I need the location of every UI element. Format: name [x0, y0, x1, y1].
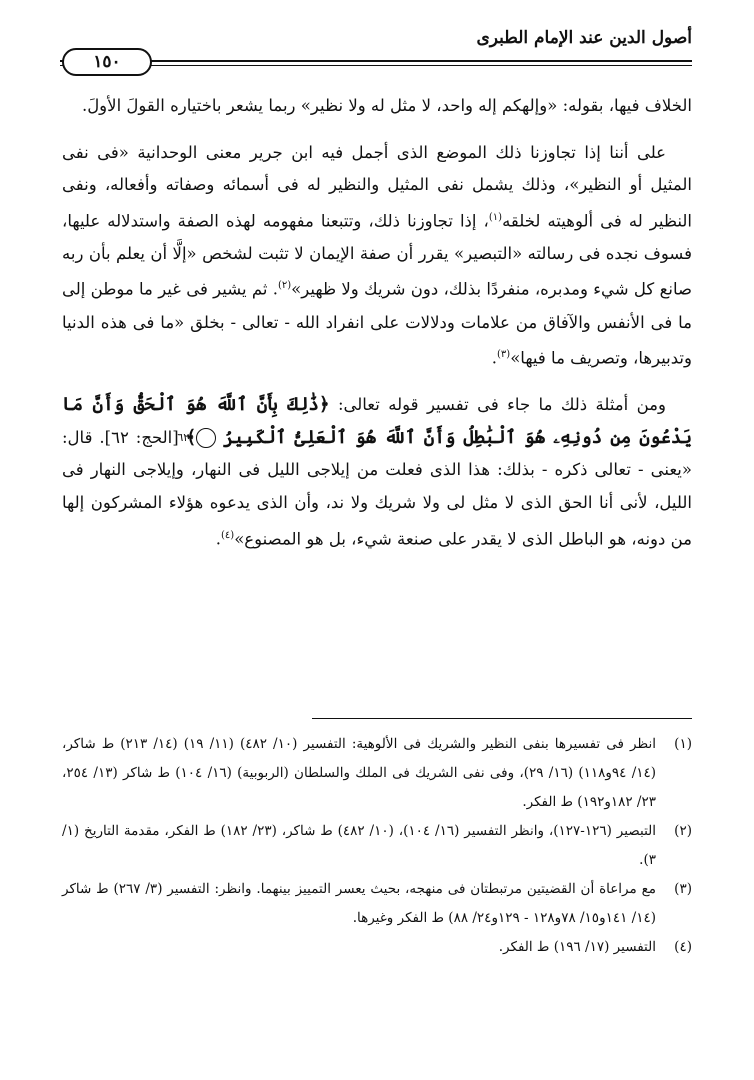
paragraph-1: الخلاف فيها، بقوله: «وإلهكم إله واحد، لا مثل له ولا نظير» ربما يشعر باختياره القولَ الأولَ. [81, 96, 692, 115]
footnote-4 [62, 933, 692, 962]
footnote-text: التبصير (١٢٦-١٢٧)، وانظر التفسير (١٦/ ١٠٤)، (١٠/ ٤٨٢) ط شاكر، (٢٣/ ١٨٢) ط الفكر، مقدمة التاريخ (١/ ٣). [62, 823, 657, 868]
paragraph-2 [62, 137, 692, 376]
quran-verse: ﴿ذَٰلِكَ بِأَنَّ ٱللَّهَ هُوَ ٱلْحَقُّ وَأَنَّ مَا يَدْعُونَ مِن دُونِهِۦ هُوَ ٱلْبَٰطِلُ وَأَنَّ ٱللَّهَ هُوَ ٱلْعَلِىُّ ٱلْكَبِيرُ [62, 394, 692, 448]
footnote-3 [62, 875, 692, 933]
footnote-number: (١) [674, 736, 692, 752]
footnote-number: (٤) [674, 939, 692, 955]
page-number: ١٥٠ [62, 48, 152, 76]
header-rule-thin [60, 65, 692, 66]
footnote-1 [62, 730, 692, 817]
paragraph-2-part-a: على أننا إذا تجاوزنا ذلك الموضع الذى أجمل فيه ابن جرير معنى الوحدانية «فى نفى المثيل أو النظير»، وذلك يشمل نفى المثيل والنظير له فى أسمائه وصفاته وأفعاله، ونفى النظير له فى ألوهيته لخلقه [62, 142, 692, 231]
paragraph-3-quote: قال: «يعنى - تعالى ذكره - بذلك: هذا الذى فعلت من إيلاجى الليل فى النهار، وإيلاجى النهار فى الليل، لأنى أنا الحق الذى لا مثل لى ولا شريك ولا ند، وأن الذى يدعوه هؤلاء المشركون إلها من دونه، هو الباطل الذى لا يقدر على صنعة شيء، بل هو المصنوع» [62, 427, 692, 549]
footnote-ref-1: (١) [488, 211, 503, 223]
footnote-number: (٢) [674, 823, 692, 839]
footnote-2 [62, 817, 692, 875]
paragraph-2-part-d: . [491, 348, 498, 368]
quran-close-bracket: ﴾ [185, 426, 197, 448]
footnote-number: (٣) [674, 881, 692, 897]
footnote-text: التفسير (١٧/ ١٩٦) ط الفكر. [498, 939, 656, 955]
footnote-separator [312, 718, 692, 719]
ayah-number-marker: ٦٢ [196, 428, 216, 448]
footnote-ref-3: (٣) [497, 349, 511, 361]
header-rule [60, 60, 692, 62]
footnotes [62, 730, 692, 962]
running-title: أصول الدين عند الإمام الطبرى [476, 28, 692, 48]
paragraph-3 [62, 389, 692, 555]
surah-reference: [الحج: ٦٢]. [99, 427, 179, 447]
footnote-ref-4: (٤) [221, 529, 235, 541]
paragraph-3-end: . [215, 529, 222, 549]
paragraph-3-intro: ومن أمثلة ذلك ما جاء فى تفسير قوله تعالى: [337, 395, 666, 415]
footnote-ref-2: (٢) [277, 280, 292, 292]
footnote-text: انظر فى تفسيرها بنفى النظير والشريك فى الألوهية: التفسير (١٠/ ٤٨٢) (١١/ ١٩) (١٤/ ٢١٣) ط شاكر، (١٤/ ٩٤و١١٨) (١٦/ ٢٩)، وفى نفى الشريك فى الملك والسلطان (الربوبية) (١٦/ ١٠٤) ط شاكر (١٣/ ٢٥٤، ٢٣/ ١٨٢و١٩٢) ط الفكر. [62, 736, 657, 810]
paragraph-2-part-b: ، إذا تجاوزنا ذلك، وتتبعنا مفهومه لهذه الصفة واستدلاله عليها، فسوف نجده فى رسالته «التبصير» يقرر أن صفة الإيمان لا تثبت لشخص «إلَّا أن يعلم بأن ربه صانع كل شيء ومدبره، منفردًا بذلك، دون شريك ولا ظهير» [62, 211, 692, 299]
paragraph-2-part-c: . ثم يشير فى غير ما موطن إلى ما فى الأنفس والآفاق من علامات ودلالات على انفراد الله - تعالى - بخلق «ما فى هذه الدنيا وتدبيرها، وتصريف ما فيها» [62, 279, 692, 368]
main-text [62, 90, 692, 570]
footnote-text: مع مراعاة أن القضيتين مرتبطتان فى منهجه، بحيث يعسر التمييز بينهما. وانظر: التفسير (٣/ ٢٦٧) ط شاكر (١٤/ ١٤١و١٥/ ٧٨و١٢٨ - ١٢٩و٢٤/ ٨٨) ط الفكر وغيرها. [62, 881, 657, 926]
